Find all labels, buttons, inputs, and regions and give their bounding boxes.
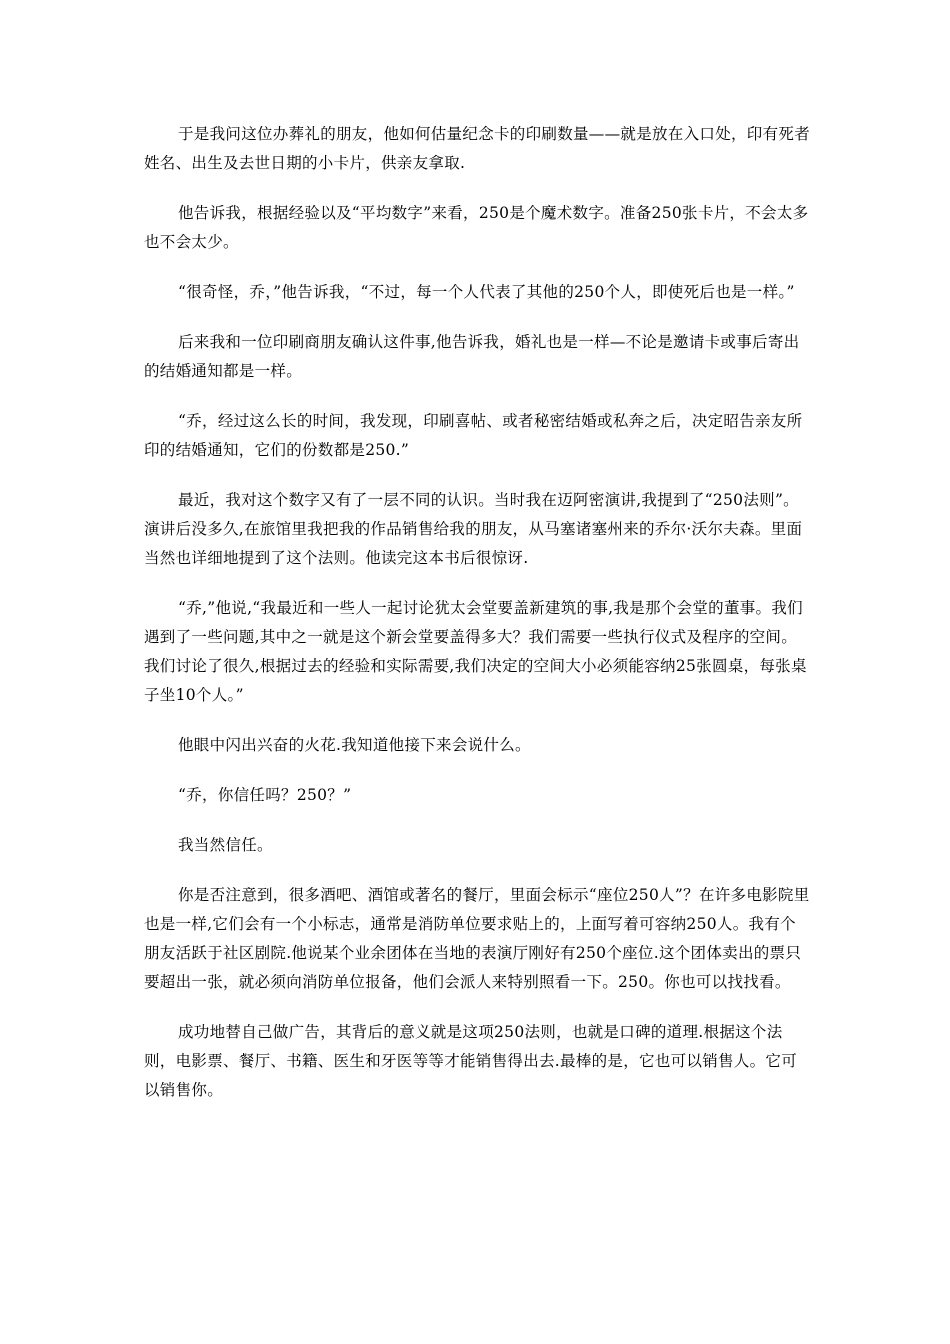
paragraph-10: 我当然信任。 [178, 836, 273, 854]
paragraph-4: 后来我和一位印刷商朋友确认这件事,他告诉我，婚礼也是一样—不论是邀请卡或事后寄出的结婚通知都是一样。 [144, 333, 800, 380]
paragraph-7: “乔,”他说,“我最近和一些人一起讨论犹太会堂要盖新建筑的事,我是那个会堂的董事。我们遇到了一些问题,其中之一就是这个新会堂要盖得多大？我们需要一些执行仪式及程序的空间。我们讨论了很久,根据过去的经验和实际需要,我们决定的空间大小必须能容纳25张圆桌，每张桌子坐10个人。” [144, 599, 807, 704]
paragraph-3: “很奇怪，乔，”他告诉我，“不过，每一个人代表了其他的250个人，即使死后也是一样。” [178, 283, 795, 301]
paragraph-gap [144, 178, 810, 199]
paragraph-5: “乔，经过这么长的时间，我发现，印刷喜帖、或者秘密结婚或私奔之后，决定昭告亲友所印的结婚通知，它们的份数都是250.” [144, 412, 803, 459]
paragraph-gap [144, 573, 810, 594]
paragraph-gap [144, 710, 810, 731]
paragraph-gap [144, 860, 810, 881]
paragraph-gap [144, 760, 810, 781]
document-body [144, 120, 810, 1105]
paragraph-gap [144, 997, 810, 1018]
paragraph-12: 成功地替自己做广告，其背后的意义就是这项250法则，也就是口碑的道理.根据这个法则，电影票、餐厅、书籍、医生和牙医等等才能销售得出去.最棒的是，它也可以销售人。它可以销售你。 [144, 1023, 798, 1099]
paragraph-6: 最近，我对这个数字又有了一层不同的认识。当时我在迈阿密演讲,我提到了“250法则”。演讲后没多久,在旅馆里我把我的作品销售给我的朋友，从马塞诸塞州来的乔尔·沃尔夫森。里面当然也详细地提到了这个法则。他读完这本书后很惊讶. [144, 491, 803, 567]
paragraph-gap [144, 465, 810, 486]
paragraph-11: 你是否注意到，很多酒吧、酒馆或著名的餐厅，里面会标示“座位250人”？在许多电影院里也是一样,它们会有一个小标志，通常是消防单位要求贴上的，上面写着可容纳250人。我有个朋友活跃于社区剧院.他说某个业余团体在当地的表演厅刚好有250个座位.这个团体卖出的票只要超出一张，就必须向消防单位报备，他们会派人来特别照看一下。250。你也可以找找看。 [144, 886, 810, 991]
paragraph-8: 他眼中闪出兴奋的火花.我知道他接下来会说什么。 [178, 736, 531, 754]
paragraph-gap [144, 257, 810, 278]
paragraph-9: “乔，你信任吗？250？” [178, 786, 352, 804]
paragraph-gap [144, 810, 810, 831]
paragraph-2: 他告诉我，根据经验以及“平均数字”来看，250是个魔术数字。准备250张卡片，不会太多也不会太少。 [144, 204, 809, 251]
paragraph-1: 于是我问这位办葬礼的朋友，他如何估量纪念卡的印刷数量——就是放在入口处，印有死者姓名、出生及去世日期的小卡片，供亲友拿取. [144, 125, 811, 172]
paragraph-gap [144, 307, 810, 328]
paragraph-gap [144, 386, 810, 407]
